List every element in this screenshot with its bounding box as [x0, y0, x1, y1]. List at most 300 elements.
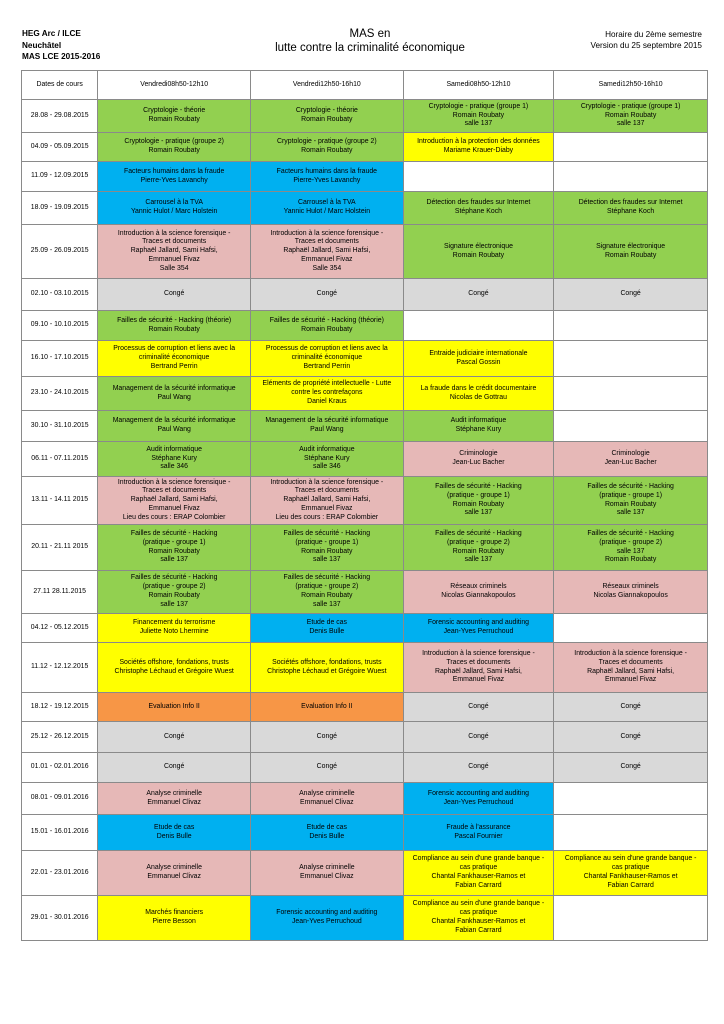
course-cell	[251, 192, 404, 225]
empty-cell	[554, 896, 708, 941]
course-date-cell: 04.09 - 05.09.2015	[22, 133, 98, 162]
course-text-line: Congé	[164, 732, 185, 740]
course-cell	[98, 225, 251, 279]
course-cell	[98, 411, 251, 442]
table-row	[22, 525, 708, 571]
course-text-line: Analyse criminelle	[146, 789, 202, 797]
course-cell	[554, 571, 708, 614]
course-text-line: (pratique - groupe 2)	[447, 538, 510, 546]
course-text-line: Introduction à la science forensique -	[422, 649, 535, 657]
course-date-cell: 25.12 - 26.12.2015	[22, 722, 98, 753]
course-text-line: Romain Roubaty	[148, 116, 200, 123]
course-cell	[554, 851, 708, 896]
course-cell	[98, 100, 251, 133]
course-cell	[98, 192, 251, 225]
column-header-text: 12h50-16h10	[621, 80, 663, 88]
course-date-cell: 11.12 - 12.12.2015	[22, 643, 98, 693]
institution-line: Neuchâtel	[22, 40, 62, 50]
course-text-line: Juliette Noto Lhermine	[139, 628, 209, 635]
table-row	[22, 442, 708, 477]
course-cell	[251, 162, 404, 192]
table-row	[22, 377, 708, 411]
course-cell	[98, 311, 251, 341]
column-header-text: Samedi	[446, 80, 470, 88]
course-text-line: Congé	[468, 763, 489, 771]
course-cell	[403, 100, 554, 133]
course-cell	[554, 722, 708, 753]
course-text-line: Jean-Yves Perruchoud	[443, 628, 514, 635]
course-text-line: Raphaël Jallard, Sami Hafsi,	[283, 496, 371, 504]
course-text-line: Salle 354	[312, 264, 342, 272]
course-text-line: Romain Roubaty	[452, 111, 505, 119]
course-cell	[251, 614, 404, 643]
course-cell	[403, 133, 554, 162]
course-cell	[403, 753, 554, 783]
course-text-line: Emmanuel Clivaz	[300, 798, 354, 806]
course-cell	[554, 442, 708, 477]
course-text-line: Management de la sécurité informatique	[112, 384, 236, 392]
title-line: MAS en	[349, 28, 391, 40]
table-row	[22, 162, 708, 192]
course-text-line: Carrousel à la TVA	[145, 199, 203, 207]
course-text-line: cas pratique	[611, 864, 650, 872]
course-text-line: salle 137	[160, 556, 188, 564]
course-cell	[403, 225, 554, 279]
course-text-line: Entraide judiciaire internationale	[429, 349, 528, 357]
course-text-line: Audit informatique	[450, 417, 507, 425]
column-header-text: 08h50-12h10	[469, 80, 511, 88]
course-cell	[403, 896, 554, 941]
course-text-line: Fabian Carrard	[455, 881, 502, 889]
course-text-line: Compliance au sein d'une grande banque -	[412, 855, 545, 863]
course-text-line: Analyse criminelle	[299, 864, 355, 872]
course-text-line: Romain Roubaty	[604, 251, 657, 259]
course-text-line: (pratique - groupe 1)	[599, 491, 663, 499]
course-date-cell: 13.11 - 14.11 2015	[22, 477, 98, 525]
table-header-row	[22, 71, 708, 100]
course-cell	[98, 614, 251, 643]
course-text-line: Romain Roubaty	[452, 251, 505, 259]
course-cell	[554, 279, 708, 311]
course-text-line: contre les contrefaçons	[291, 389, 363, 397]
course-text-line: Chantal Fankhauser-Ramos et	[431, 873, 526, 880]
course-text-line: salle 137	[313, 600, 341, 608]
course-cell	[403, 525, 554, 571]
empty-cell	[554, 311, 708, 341]
empty-cell	[403, 162, 554, 192]
table-row	[22, 411, 708, 442]
column-header-slot	[251, 71, 404, 100]
course-text-line: criminalité économique	[291, 354, 363, 362]
course-text-line: Congé	[620, 702, 641, 710]
course-text-line: Failles de sécurité - Hacking	[587, 482, 674, 490]
course-text-line: Failles de sécurité - Hacking	[130, 529, 218, 537]
course-text-line: Fraude à l'assurance	[446, 823, 511, 831]
course-text-line: Stéphane Koch	[607, 208, 655, 215]
course-cell	[98, 753, 251, 783]
course-text-line: Stéphane Kury	[151, 454, 197, 462]
page-title	[220, 27, 520, 55]
course-text-line: Romain Roubaty	[604, 556, 657, 564]
course-text-line: Nicolas Giannakopoulos	[593, 592, 668, 599]
course-cell	[251, 477, 404, 525]
course-text-line: Pascal Gossin	[456, 358, 501, 366]
table-row	[22, 571, 708, 614]
empty-cell	[554, 133, 708, 162]
course-text-line: Paul Wang	[157, 393, 191, 401]
course-cell	[554, 643, 708, 693]
course-text-line: Traces et documents	[598, 658, 663, 666]
course-cell	[98, 783, 251, 815]
course-text-line: Raphaël Jallard, Sami Hafsi,	[587, 667, 675, 675]
course-text-line: Stéphane Kury	[304, 454, 350, 462]
table-row	[22, 279, 708, 311]
course-cell	[98, 693, 251, 722]
course-date-cell: 22.01 - 23.01.2016	[22, 851, 98, 896]
course-text-line: Introduction à la science forensique -	[117, 478, 231, 486]
course-cell	[403, 614, 554, 643]
course-text-line: Yannic Hulot / Marc Holstein	[283, 208, 371, 215]
course-date-cell: 02.10 - 03.10.2015	[22, 279, 98, 311]
course-text-line: Congé	[316, 290, 337, 298]
course-text-line: Traces et documents	[294, 238, 359, 246]
course-cell	[403, 851, 554, 896]
course-text-line: Réseaux criminels	[602, 583, 659, 591]
course-cell	[98, 643, 251, 693]
course-text-line: Raphaël Jallard, Sami Hafsi,	[434, 667, 522, 675]
table-row	[22, 192, 708, 225]
course-text-line: La fraude dans le crédit documentaire	[420, 384, 537, 392]
course-text-line: salle 137	[616, 547, 645, 555]
course-text-line: Analyse criminelle	[146, 864, 202, 872]
course-text-line: Détection des fraudes sur Internet	[578, 199, 683, 207]
course-text-line: Congé	[468, 732, 489, 740]
course-cell	[251, 815, 404, 851]
course-text-line: Introduction à la science forensique -	[270, 229, 384, 237]
course-text-line: Criminologie	[459, 450, 498, 458]
course-cell	[251, 693, 404, 722]
course-text-line: Etude de cas	[306, 823, 347, 831]
course-cell	[251, 341, 404, 377]
empty-cell	[554, 162, 708, 192]
table-row	[22, 693, 708, 722]
table-row	[22, 896, 708, 941]
course-text-line: Congé	[164, 763, 185, 771]
course-text-line: Romain Roubaty	[148, 592, 200, 599]
course-text-line: Nicolas Giannakopoulos	[441, 592, 516, 599]
course-text-line: Romain Roubaty	[452, 547, 505, 555]
course-text-line: Forensic accounting and auditing	[427, 619, 530, 627]
course-text-line: cas pratique	[459, 864, 498, 872]
course-text-line: Fabian Carrard	[455, 926, 502, 934]
course-date-cell: 01.01 - 02.01.2016	[22, 753, 98, 783]
course-text-line: Chantal Fankhauser-Ramos et	[583, 873, 678, 880]
table-body	[22, 100, 708, 941]
course-cell	[403, 571, 554, 614]
column-header-text: 12h50-16h10	[320, 80, 361, 88]
course-cell	[98, 442, 251, 477]
course-text-line: Romain Roubaty	[604, 111, 657, 119]
course-text-line: Audit informatique	[146, 445, 202, 453]
course-text-line: Romain Roubaty	[301, 325, 353, 333]
course-text-line: Romain Roubaty	[604, 500, 657, 508]
table-row	[22, 643, 708, 693]
course-text-line: salle 137	[464, 509, 493, 517]
course-text-line: Cryptologie - théorie	[143, 107, 206, 115]
course-text-line: (pratique - groupe 2)	[599, 538, 663, 546]
table-row	[22, 225, 708, 279]
course-text-line: Emmanuel Fivaz	[301, 504, 353, 512]
course-cell	[403, 693, 554, 722]
course-text-line: Lieu des cours : ERAP Colombier	[122, 513, 226, 521]
course-text-line: (pratique - groupe 2)	[295, 583, 359, 591]
course-date-cell: 30.10 - 31.10.2015	[22, 411, 98, 442]
course-text-line: Cryptologie - pratique (groupe 2)	[124, 138, 224, 146]
course-text-line: Fabian Carrard	[607, 881, 654, 889]
course-cell	[251, 571, 404, 614]
course-cell	[403, 377, 554, 411]
column-header-text: Dates de cours	[36, 80, 83, 88]
course-text-line: Congé	[468, 290, 489, 298]
course-text-line: Jean-Yves Perruchoud	[443, 798, 514, 806]
course-cell	[251, 279, 404, 311]
course-text-line: Réseaux criminels	[450, 583, 507, 591]
course-text-line: Romain Roubaty	[148, 547, 200, 555]
course-text-line: Traces et documents	[294, 487, 359, 495]
table-row	[22, 783, 708, 815]
course-date-cell: 20.11 - 21.11 2015	[22, 525, 98, 571]
empty-cell	[554, 815, 708, 851]
course-cell	[98, 851, 251, 896]
table-row	[22, 100, 708, 133]
institution-line: MAS LCE 2015-2016	[22, 52, 101, 61]
course-date-cell: 04.12 - 05.12.2015	[22, 614, 98, 643]
course-text-line: Traces et documents	[142, 487, 207, 495]
course-text-line: Romain Roubaty	[301, 116, 353, 123]
course-text-line: Processus de corruption et liens avec la	[265, 345, 388, 353]
course-text-line: Emmanuel Fivaz	[604, 676, 657, 684]
course-text-line: Processus de corruption et liens avec la	[113, 345, 236, 353]
course-date-cell: 08.01 - 09.01.2016	[22, 783, 98, 815]
course-cell	[403, 442, 554, 477]
course-text-line: Congé	[316, 763, 337, 771]
course-text-line: Romain Roubaty	[301, 592, 353, 599]
course-cell	[251, 225, 404, 279]
course-cell	[98, 162, 251, 192]
course-cell	[98, 377, 251, 411]
course-cell	[251, 783, 404, 815]
course-cell	[251, 442, 404, 477]
course-cell	[554, 753, 708, 783]
course-cell	[403, 279, 554, 311]
course-cell	[403, 815, 554, 851]
course-text-line: (pratique - groupe 1)	[295, 538, 359, 546]
course-text-line: Compliance au sein d'une grande banque -	[564, 855, 697, 863]
course-text-line: Jean-Yves Perruchoud	[291, 918, 362, 925]
course-date-cell: 18.12 - 19.12.2015	[22, 693, 98, 722]
column-header-text: Samedi	[598, 80, 622, 88]
course-text-line: Failles de sécurité - Hacking	[435, 482, 522, 490]
course-text-line: Emmanuel Fivaz	[148, 255, 200, 263]
course-cell	[98, 571, 251, 614]
course-text-line: Denis Bulle	[309, 832, 345, 840]
empty-cell	[554, 377, 708, 411]
course-cell	[554, 693, 708, 722]
table-row	[22, 477, 708, 525]
course-text-line: Daniel Kraus	[307, 397, 347, 405]
course-text-line: Emmanuel Fivaz	[452, 676, 505, 684]
course-cell	[251, 525, 404, 571]
course-text-line: Romain Roubaty	[148, 325, 200, 333]
course-date-cell: 18.09 - 19.09.2015	[22, 192, 98, 225]
course-text-line: Facteurs humains dans la fraude	[276, 167, 378, 175]
course-date-cell: 16.10 - 17.10.2015	[22, 341, 98, 377]
course-text-line: Bertrand Perrin	[303, 362, 351, 370]
course-text-line: Pierre-Yves Lavanchy	[293, 176, 361, 184]
course-text-line: Christophe Léchaud et Grégoire Wuest	[114, 667, 234, 675]
course-text-line: Failles de sécurité - Hacking (théorie)	[117, 316, 232, 324]
table-row	[22, 722, 708, 753]
course-text-line: Etude de cas	[154, 823, 195, 831]
course-text-line: salle 137	[464, 120, 493, 128]
course-text-line: Carrousel à la TVA	[298, 199, 356, 207]
course-text-line: Emmanuel Clivaz	[147, 873, 201, 880]
column-header-text: Vendredi	[140, 80, 168, 88]
course-text-line: Emmanuel Fivaz	[148, 504, 200, 512]
column-header-text: Vendredi	[292, 80, 321, 88]
course-cell	[554, 225, 708, 279]
course-cell	[98, 341, 251, 377]
course-text-line: Emmanuel Fivaz	[301, 255, 353, 263]
table-row	[22, 815, 708, 851]
course-text-line: Pascal Fournier	[454, 832, 503, 840]
course-text-line: Mariame Krauer-Diaby	[443, 147, 514, 154]
course-cell	[403, 477, 554, 525]
course-date-cell: 06.11 - 07.11.2015	[22, 442, 98, 477]
course-cell	[554, 525, 708, 571]
course-text-line: Nicolas de Gottrau	[449, 393, 507, 401]
course-text-line: Denis Bulle	[156, 832, 192, 840]
course-text-line: Cryptologie - pratique (groupe 1)	[580, 102, 681, 110]
course-text-line: Jean-Luc Bacher	[452, 459, 505, 466]
course-cell	[251, 896, 404, 941]
course-cell	[98, 477, 251, 525]
course-text-line: Yannic Hulot / Marc Holstein	[130, 208, 218, 215]
course-text-line: Emmanuel Clivaz	[300, 873, 354, 880]
course-cell	[403, 783, 554, 815]
table-row	[22, 851, 708, 896]
table-row	[22, 133, 708, 162]
course-text-line: Introduction à la science forensique -	[574, 649, 687, 657]
table-row	[22, 341, 708, 377]
version-header	[590, 29, 702, 51]
course-text-line: Audit informatique	[299, 445, 355, 453]
course-text-line: salle 137	[464, 556, 493, 564]
empty-cell	[403, 311, 554, 341]
course-cell	[403, 643, 554, 693]
course-text-line: Denis Bulle	[309, 628, 345, 635]
course-text-line: Sociétés offshore, fondations, trusts	[119, 658, 229, 666]
course-text-line: salle 137	[160, 600, 188, 608]
course-text-line: (pratique - groupe 1)	[447, 491, 510, 499]
course-text-line: Emmanuel Clivaz	[147, 798, 201, 806]
course-text-line: Pierre Besson	[152, 918, 196, 925]
course-text-line: Raphaël Jallard, Sami Hafsi,	[130, 247, 218, 255]
course-cell	[251, 722, 404, 753]
course-text-line: Financement du terrorisme	[132, 619, 216, 627]
course-text-line: Marchés financiers	[145, 909, 204, 917]
column-header-slot	[554, 71, 708, 100]
course-text-line: Cryptologie - théorie	[295, 107, 358, 115]
course-text-line: Failles de sécurité - Hacking	[130, 574, 218, 582]
course-text-line: Stéphane Kury	[455, 426, 502, 433]
course-cell	[251, 377, 404, 411]
course-text-line: cas pratique	[459, 909, 498, 917]
course-text-line: Failles de sécurité - Hacking	[587, 529, 674, 537]
empty-cell	[554, 341, 708, 377]
course-cell	[403, 722, 554, 753]
course-text-line: salle 137	[313, 556, 341, 564]
course-text-line: Failles de sécurité - Hacking (théorie)	[269, 316, 384, 324]
course-text-line: Introduction à la protection des données	[417, 138, 540, 146]
course-text-line: Failles de sécurité - Hacking	[283, 574, 371, 582]
course-text-line: Romain Roubaty	[301, 147, 353, 154]
course-text-line: Forensic accounting and auditing	[276, 909, 378, 917]
course-text-line: Management de la sécurité informatique	[265, 417, 389, 425]
course-text-line: Signature électronique	[443, 242, 513, 250]
course-text-line: salle 137	[616, 120, 645, 128]
version-line: Horaire du 2ème semestre	[605, 30, 702, 39]
course-date-cell: 11.09 - 12.09.2015	[22, 162, 98, 192]
schedule-table	[21, 70, 708, 941]
course-text-line: Congé	[468, 702, 489, 710]
course-cell	[98, 896, 251, 941]
column-header-slot	[403, 71, 554, 100]
course-text-line: Romain Roubaty	[148, 147, 200, 154]
course-cell	[98, 133, 251, 162]
course-cell	[251, 100, 404, 133]
course-text-line: salle 346	[313, 463, 341, 471]
course-text-line: Evaluation Info II	[148, 702, 200, 710]
course-text-line: Failles de sécurité - Hacking	[283, 529, 371, 537]
course-text-line: Pierre-Yves Lavanchy	[140, 176, 208, 184]
course-text-line: Jean-Luc Bacher	[604, 459, 657, 466]
course-text-line: Romain Roubaty	[301, 547, 353, 555]
course-text-line: Introduction à la science forensique -	[117, 229, 231, 237]
course-date-cell: 27.11 28.11.2015	[22, 571, 98, 614]
course-text-line: Traces et documents	[446, 658, 511, 666]
course-text-line: Cryptologie - pratique (groupe 2)	[277, 138, 377, 146]
course-text-line: Failles de sécurité - Hacking	[435, 529, 522, 537]
table-row	[22, 614, 708, 643]
course-cell	[251, 643, 404, 693]
empty-cell	[554, 614, 708, 643]
course-text-line: Evaluation Info II	[301, 702, 353, 710]
course-text-line: Signature électronique	[596, 242, 666, 250]
course-text-line: Management de la sécurité informatique	[112, 417, 236, 425]
course-text-line: Paul Wang	[310, 426, 344, 433]
title-line: lutte contre la criminalité économique	[275, 42, 465, 54]
course-text-line: Congé	[620, 290, 641, 298]
course-cell	[98, 815, 251, 851]
course-text-line: Chantal Fankhauser-Ramos et	[431, 918, 526, 925]
course-text-line: Analyse criminelle	[299, 789, 355, 797]
course-cell	[403, 341, 554, 377]
course-cell	[251, 411, 404, 442]
course-text-line: Stéphane Koch	[454, 208, 502, 215]
course-text-line: Cryptologie - pratique (groupe 1)	[428, 102, 529, 110]
course-cell	[403, 411, 554, 442]
